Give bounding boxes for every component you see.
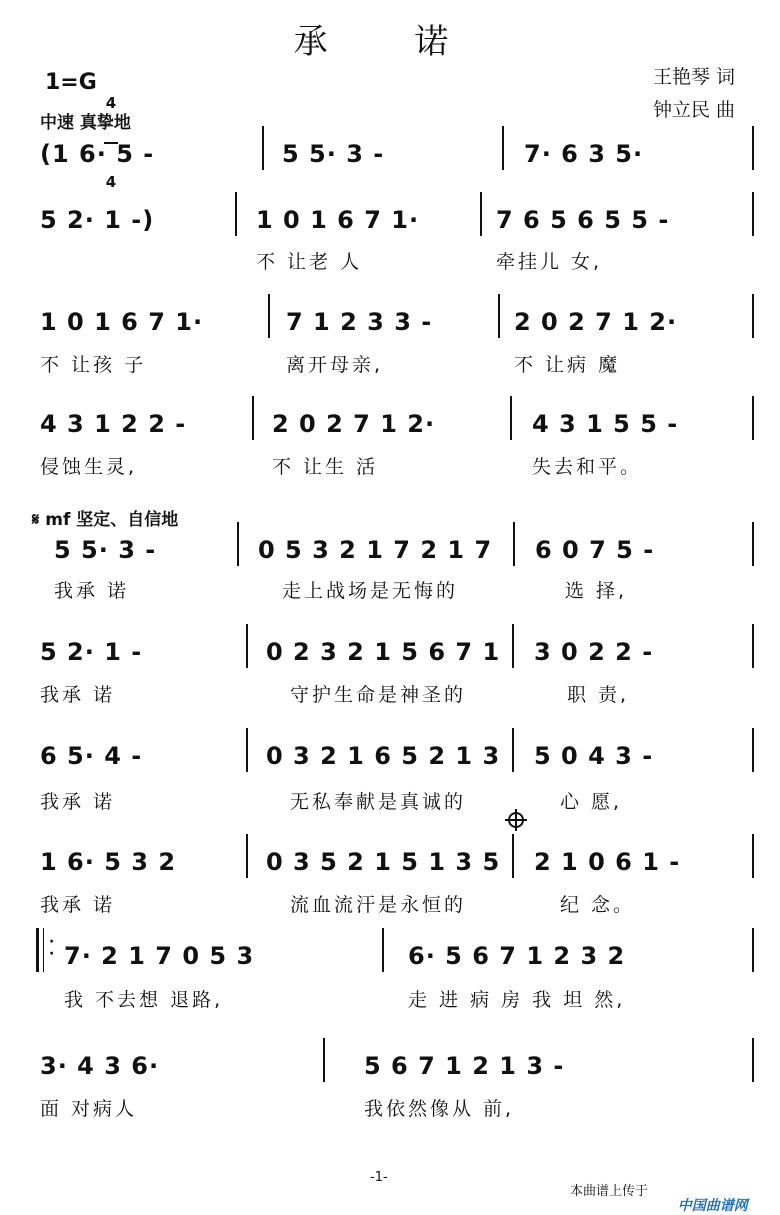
measure-1-1: (1 6· 5 - [40,140,155,168]
measure-1-2: 5 5· 3 - [282,140,385,168]
measure-6-2: 0 2 3 2 1 5 6 7 1 [266,638,501,666]
measure-2-1: 5 2· 1 -) [40,206,155,234]
barline [512,834,514,878]
page-title: 承 诺 [293,22,487,62]
measure-5-2: 0 5 3 2 1 7 2 1 7 [258,536,493,564]
lyric-9-2: 走 进 病 房 我 坦 然, [408,989,626,1011]
lyric-3-3: 不 让病 魔 [514,354,621,376]
lyric-2-3: 牵挂儿 女, [496,251,603,273]
barline [752,624,754,668]
lyric-5-1: 我承 诺 [54,580,130,602]
measure-1-3: 7· 6 3 5· [524,140,644,168]
measure-3-1: 1 0 1 6 7 1· [40,308,204,336]
barline [262,126,264,170]
measure-5-3: 6 0 7 5 - [535,536,655,564]
lyric-6-1: 我承 诺 [40,684,116,706]
time-top: 4 [105,94,117,112]
barline [382,928,384,972]
measure-8-3: 2 1 0 6 1 - [534,848,681,876]
measure-8-1: 1 6· 5 3 2 [40,848,177,876]
upload-text: 本曲谱上传于 [570,1184,649,1199]
lyric-8-1: 我承 诺 [40,894,116,916]
lyric-9-1: 我 不去想 退路, [64,989,224,1011]
page-number: -1- [370,1170,388,1185]
barline [752,928,754,972]
key-signature: 1=G [45,70,97,95]
measure-4-1: 4 3 1 2 2 - [40,410,187,438]
barline [752,728,754,772]
site-logo-text: 中国曲谱网 [677,1198,748,1214]
measure-3-3: 2 0 2 7 1 2· [514,308,678,336]
composer-credit: 钟立民 曲 [653,99,736,121]
barline [480,192,482,236]
lyric-4-2: 不 让生 活 [272,456,379,478]
barline [752,294,754,338]
measure-2-3: 7 6 5 6 5 5 - [496,206,670,234]
barline [510,396,512,440]
barline [268,294,270,338]
tempo-marking: 中速 真挚地 [40,113,131,133]
lyric-7-2: 无私奉献是真诚的 [290,791,467,813]
measure-10-1: 3· 4 3 6· [40,1052,160,1080]
barline [246,624,248,668]
lyric-4-3: 失去和平。 [532,456,643,478]
lyric-10-1: 面 对病人 [40,1098,138,1120]
barline [752,396,754,440]
lyric-8-2: 流血流汗是永恒的 [290,894,467,916]
measure-6-3: 3 0 2 2 - [534,638,654,666]
measure-9-1: 7· 2 1 7 0 5 3 [64,942,255,970]
time-bottom: 4 [105,173,117,191]
measure-4-3: 4 3 1 5 5 - [532,410,679,438]
measure-7-3: 5 0 4 3 - [534,742,654,770]
barline [512,624,514,668]
measure-10-2: 5 6 7 1 2 1 3 - [364,1052,565,1080]
barline [237,522,239,566]
lyric-5-2: 走上战场是无悔的 [282,580,459,602]
lyric-7-3: 心 愿, [560,791,623,813]
barline [246,728,248,772]
site-logo [668,1179,748,1215]
coda-icon [504,808,528,832]
lyric-7-1: 我承 诺 [40,791,116,813]
measure-2-2: 1 0 1 6 7 1· [256,206,420,234]
lyric-6-3: 职 责, [567,684,630,706]
barline [513,522,515,566]
lyric-6-2: 守护生命是神圣的 [290,684,467,706]
barline [752,522,754,566]
barline [752,1038,754,1082]
measure-3-2: 7 1 2 3 3 - [286,308,433,336]
lyric-4-1: 侵蚀生灵, [40,456,138,478]
barline [502,126,504,170]
lyric-2-2: 不 让老 人 [256,251,363,273]
lyric-10-2: 我依然像从 前, [364,1098,515,1120]
measure-5-1: 5 5· 3 - [54,536,157,564]
measure-7-2: 0 3 2 1 6 5 2 1 3 [266,742,501,770]
lyric-8-3: 纪 念。 [560,894,636,916]
lyric-3-2: 离开母亲, [286,354,384,376]
expression-marking: 𝄋 mf 坚定、自信地 [32,510,179,530]
barline [512,728,514,772]
barline [252,396,254,440]
measure-9-2: 6· 5 6 7 1 2 3 2 [408,942,626,970]
repeat-start-thin-bar [43,928,44,972]
barline [752,834,754,878]
repeat-start-thick-bar [36,928,39,972]
measure-7-1: 6 5· 4 - [40,742,143,770]
lyric-3-1: 不 让孩 子 [40,354,147,376]
measure-4-2: 2 0 2 7 1 2· [272,410,436,438]
barline [752,192,754,236]
measure-8-2: 0 3 5 2 1 5 1 3 5 [266,848,501,876]
barline [498,294,500,338]
barline [323,1038,325,1082]
lyric-5-3: 选 择, [565,580,628,602]
barline [235,192,237,236]
time-signature [104,66,118,205]
measure-6-1: 5 2· 1 - [40,638,143,666]
lyricist-credit: 王艳琴 词 [653,66,736,88]
repeat-dots-icon: · · [49,934,55,962]
barline [752,126,754,170]
barline [246,834,248,878]
